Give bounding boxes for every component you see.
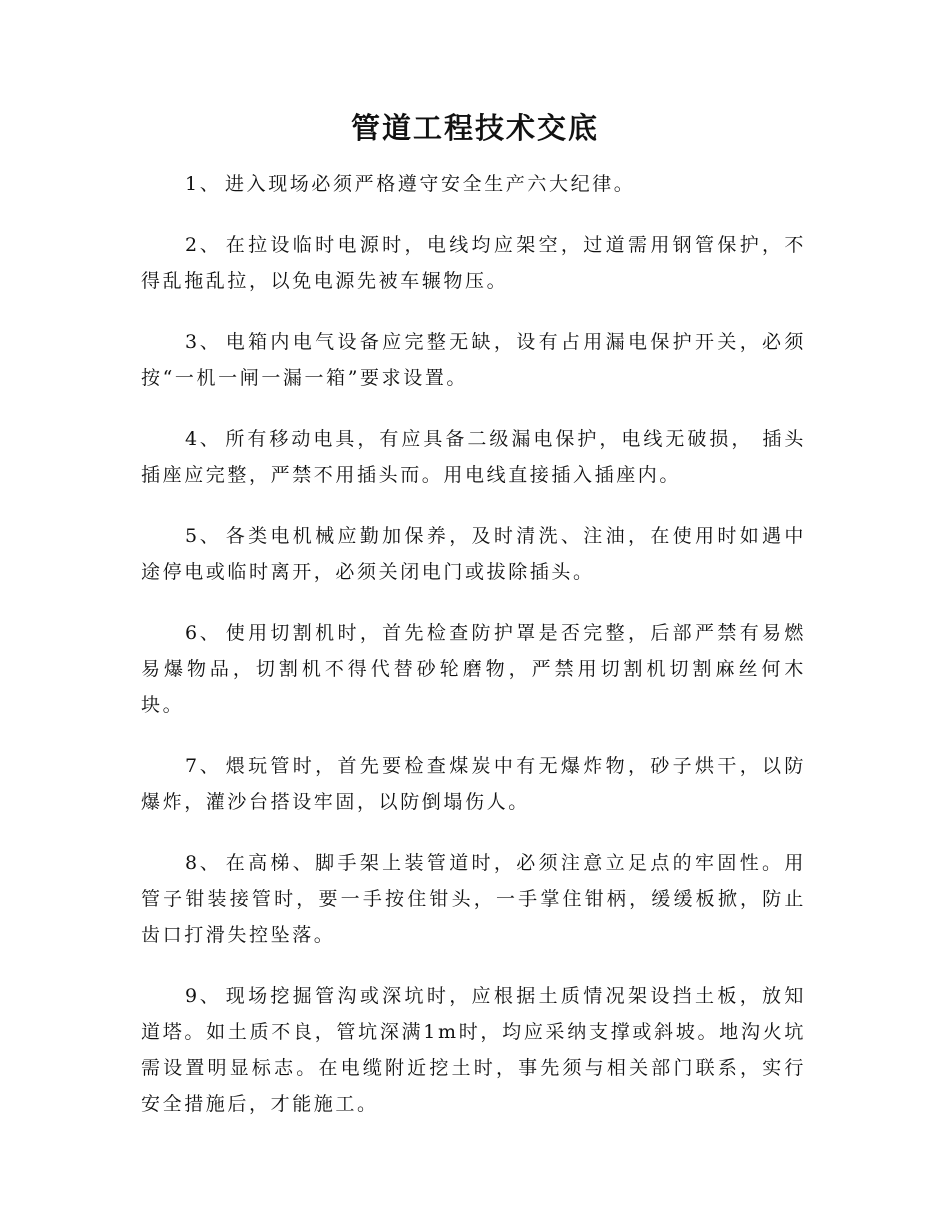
- list-item: [141, 518, 806, 590]
- list-item: [141, 324, 806, 396]
- item-text: 所有移动电具，有应具备二级漏电保护，电线无破损， 插头插座应完整，严禁不用插头而。用电线直接插入插座内。: [141, 428, 806, 486]
- item-number: 8、: [185, 852, 222, 874]
- item-number: 2、: [185, 234, 222, 256]
- item-text: 电箱内电气设备应完整无缺，设有占用漏电保护开关，必须按“一机一闸一漏一箱”要求设置。: [141, 331, 806, 389]
- item-number: 1、: [185, 173, 222, 195]
- list-item: [141, 748, 806, 820]
- item-text: 进入现场必须严格遵守安全生产六大纪律。: [225, 173, 636, 195]
- document-title: 管道工程技术交底: [350, 111, 599, 145]
- document-body: [141, 166, 806, 1147]
- item-number: 9、: [185, 985, 222, 1007]
- list-item: [141, 166, 806, 202]
- item-text: 煨玩管时，首先要检查煤炭中有无爆炸物，砂子烘干，以防爆炸，灌沙台搭设牢固，以防倒塌伤人。: [141, 755, 806, 813]
- item-number: 5、: [185, 525, 222, 547]
- list-item: [141, 421, 806, 493]
- item-number: 7、: [185, 755, 222, 777]
- item-text: 在高梯、脚手架上装管道时，必须注意立足点的牢固性。用管子钳装接管时，要一手按住钳头，一手掌住钳柄，缓缓板掀，防止齿口打滑失控坠落。: [141, 852, 806, 946]
- item-number: 3、: [185, 331, 222, 353]
- list-item: [141, 978, 806, 1122]
- item-text: 使用切割机时，首先检查防护罩是否完整，后部严禁有易燃易爆物品，切割机不得代替砂轮磨物，严禁用切割机切割麻丝何木块。: [141, 622, 806, 716]
- item-number: 4、: [185, 428, 222, 450]
- item-text: 现场挖掘管沟或深坑时，应根据土质情况架设挡土板，放知道塔。如土质不良，管坑深满1m时，均应采纳支撑或斜坡。地沟火坑需设置明显标志。在电缆附近挖土时，事先须与相关部门联系，实行安全措施后，才能施工。: [141, 985, 806, 1115]
- list-item: [141, 845, 806, 953]
- item-text: 各类电机械应勤加保养，及时清洗、注油，在使用时如遇中途停电或临时离开，必须关闭电门或拔除插头。: [141, 525, 806, 583]
- list-item: [141, 227, 806, 299]
- list-item: [141, 615, 806, 723]
- item-number: 6、: [185, 622, 222, 644]
- item-text: 在拉设临时电源时，电线均应架空，过道需用钢管保护，不得乱拖乱拉，以免电源先被车辗物压。: [141, 234, 806, 292]
